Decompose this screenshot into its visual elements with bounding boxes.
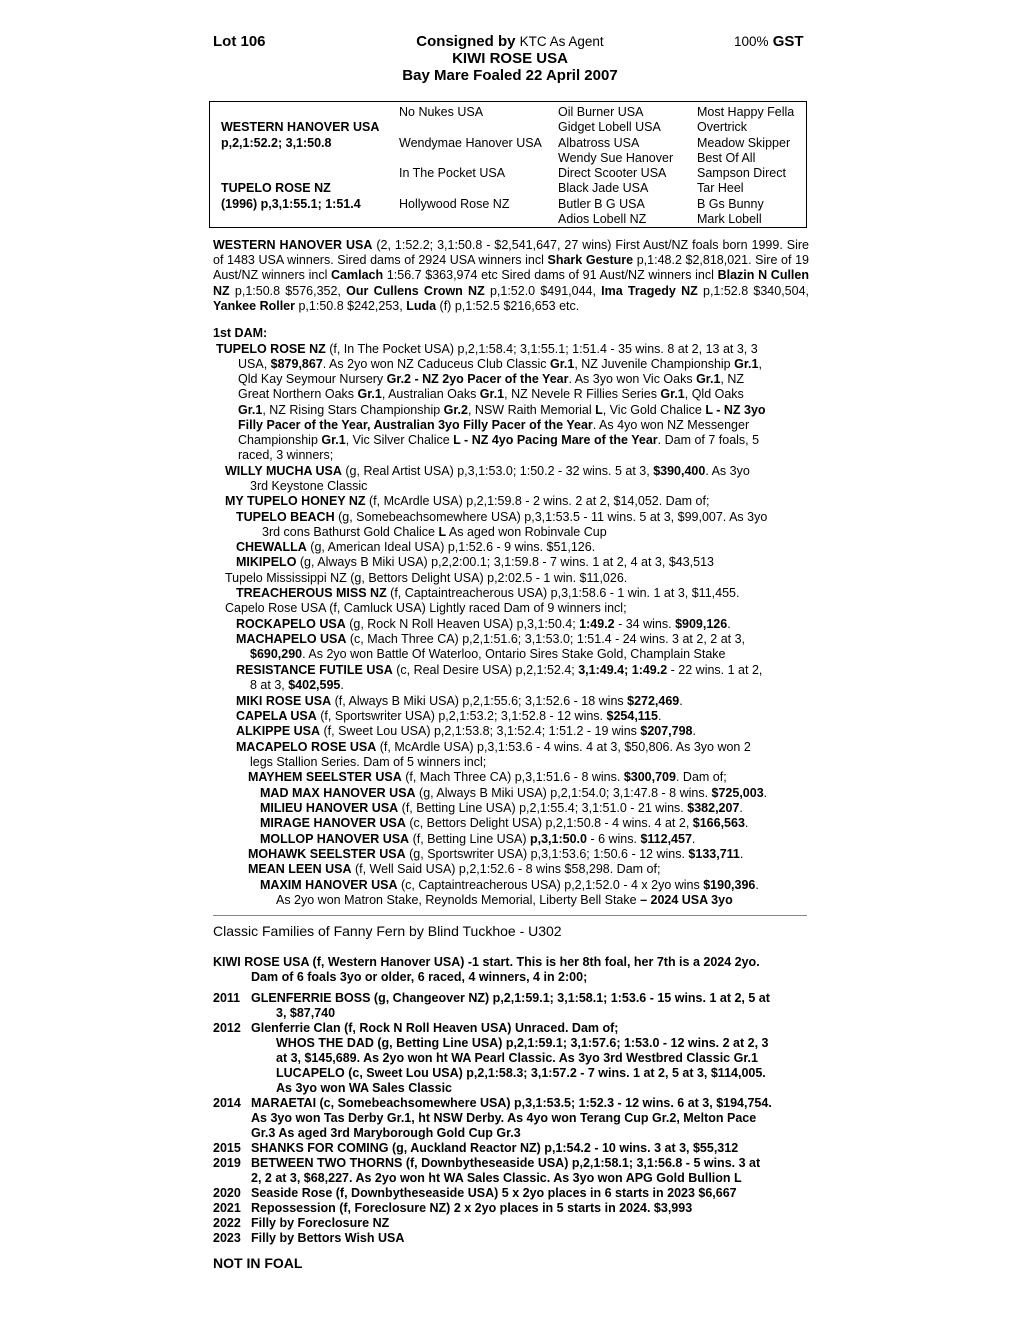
pedigree-gggs-7: B Gs Bunny <box>697 197 764 211</box>
mollop-line: MOLLOP HANOVER USA (f, Betting Line USA) p,3,1:50.0 - 6 wins. $112,457. <box>260 832 696 846</box>
section-divider <box>213 915 807 916</box>
consignor: KTC As Agent <box>519 34 604 49</box>
rockapelo-line: ROCKAPELO USA (g, Rock N Roll Heaven USA) p,3,1:50.4; 1:49.2 - 34 wins. $909,126. <box>236 617 731 631</box>
foal-year-2012: 2012 <box>213 1021 241 1035</box>
page-title <box>300 33 720 84</box>
kiwi-line-1: KIWI ROSE USA (f, Western Hanover USA) -1 start. This is her 8th foal, her 7th is a 2024 2yo. <box>213 955 760 969</box>
pedigree-gs-4: Hollywood Rose NZ <box>399 197 510 211</box>
pedigree-ggs-2: Gidget Lobell USA <box>558 120 661 134</box>
tupelo-line-1: TUPELO ROSE NZ (f, In The Pocket USA) p,2,1:58.4; 3,1:55.1; 1:51.4 - 35 wins. 8 at 2, 13 at 3, 3 <box>216 342 758 356</box>
pedigree-gggs-4: Best Of All <box>697 151 756 165</box>
gst-text: GST <box>772 33 804 50</box>
capelo-line: Capelo Rose USA (f, Camluck USA) Lightly raced Dam of 9 winners incl; <box>225 601 627 615</box>
foal-2014-line-3: Gr.3 As aged 3rd Maryborough Gold Cup Gr.3 <box>251 1126 521 1140</box>
mohawk-line: MOHAWK SEELSTER USA (g, Sportswriter USA) p,3,1:53.6; 1:50.6 - 12 wins. $133,711. <box>248 847 744 861</box>
foal-2020-line-1: Seaside Rose (f, Downbytheseaside USA) 5 x 2yo places in 6 starts in 2023 $6,667 <box>251 1186 737 1200</box>
pedigree-ggs-6: Black Jade USA <box>558 181 649 195</box>
honey-line: MY TUPELO HONEY NZ (f, McArdle USA) p,2,1:59.8 - 2 wins. 2 at 2, $14,052. Dam of; <box>225 494 710 508</box>
willy-line-1: WILLY MUCHA USA (g, Real Artist USA) p,3,1:53.0; 1:50.2 - 32 wins. 5 at 3, $390,400. As 3yo <box>225 464 750 478</box>
pedigree-ggs-3: Albatross USA <box>558 136 640 150</box>
foal-2011-line-1: GLENFERRIE BOSS (g, Changeover NZ) p,2,1:59.1; 3,1:58.1; 1:53.6 - 15 wins. 1 at 2, 5 at <box>251 991 770 1005</box>
pedigree-ggs-8: Adios Lobell NZ <box>558 212 647 226</box>
foal-2014-line-1: MARAETAI (c, Somebeachsomewhere USA) p,3,1:53.5; 1:52.3 - 12 wins. 6 at 3, $194,754. <box>251 1096 772 1110</box>
foal-2012-sub-4: As 3yo won WA Sales Classic <box>276 1081 452 1095</box>
mirage-line: MIRAGE HANOVER USA (c, Bettors Delight USA) p,2,1:50.8 - 4 wins. 4 at 2, $166,563. <box>260 816 749 830</box>
sire-paragraph: WESTERN HANOVER USA (2, 1:52.2; 3,1:50.8 - $2,541,647, 27 wins) First Aust/NZ foals born 1999. Sire of 1483 USA winners. Sired dams of 2924 USA winners incl Shark Gesture p,1:48.2 $2,818,021. Sire of 19 Aust/NZ winners incl Camlach 1:56.7 $363,974 etc Sired dams of 91 Aust/NZ winners incl Blazin N Cullen NZ p,1:50.8 $576,352, Our Cullens Crown NZ p,1:52.0 $491,044, Ima Tragedy NZ p,1:52.8 $340,504, Yankee Roller p,1:50.8 $242,253, Luda (f) p,1:52.5 $216,653 etc. <box>213 238 809 313</box>
alkippe-line: ALKIPPE USA (f, Sweet Lou USA) p,2,1:53.8; 3,1:52.4; 1:51.2 - 19 wins $207,798. <box>236 724 696 738</box>
pedigree-gggs-5: Sampson Direct <box>697 166 786 180</box>
pedigree-gggs-2: Overtrick <box>697 120 747 134</box>
gst-label <box>734 33 804 50</box>
pedigree-ggs-4: Wendy Sue Hanover <box>558 151 674 165</box>
pedigree-ggs-7: Butler B G USA <box>558 197 645 211</box>
mikipelo-line: MIKIPELO (g, Always B Miki USA) p,2,2:00.1; 3,1:59.8 - 7 wins. 1 at 2, 4 at 3, $43,513 <box>236 555 715 569</box>
pedigree-gggs-1: Most Happy Fella <box>697 105 795 119</box>
machapelo-line-2: $690,290. As 2yo won Battle Of Waterloo, Ontario Sires Stake Gold, Champlain Stake <box>250 647 726 661</box>
tupelo-line-7: Championship Gr.1, Vic Silver Chalice L - NZ 4yo Pacing Mare of the Year. Dam of 7 foals, 5 <box>238 433 760 447</box>
foal-2022-line-1: Filly by Foreclosure NZ <box>251 1216 390 1230</box>
foal-year-2014: 2014 <box>213 1096 241 1110</box>
foal-2012-sub-3: LUCAPELO (c, Sweet Lou USA) p,2,1:58.3; 3,1:57.2 - 7 wins. 1 at 2, 5 at 3, $114,005. <box>276 1066 766 1080</box>
pedigree-dam: TUPELO ROSE NZ <box>221 181 331 195</box>
foal-year-2020: 2020 <box>213 1186 241 1200</box>
foal-year-2023: 2023 <box>213 1231 241 1245</box>
foal-year-2011: 2011 <box>213 991 241 1005</box>
maxim-line-1: MAXIM HANOVER USA (c, Captaintreacherous USA) p,2,1:52.0 - 4 x 2yo wins $190,396. <box>260 878 759 892</box>
beach-line-2: 3rd cons Bathurst Gold Chalice L As aged won Robinvale Cup <box>262 525 607 539</box>
dam-heading: 1st DAM: <box>213 326 268 340</box>
foal-2019-line-2: 2, 2 at 3, $68,227. As 2yo won ht WA Sales Classic. As 3yo won APG Gold Bullion L <box>251 1171 742 1185</box>
macapelo-line-2: legs Stallion Series. Dam of 5 winners incl; <box>250 755 487 769</box>
sire-name: WESTERN HANOVER USA <box>213 238 373 252</box>
foal-2015-line-1: SHANKS FOR COMING (g, Auckland Reactor NZ) p,1:54.2 - 10 wins. 3 at 3, $55,312 <box>251 1141 739 1155</box>
family-heading: Classic Families of Fanny Fern by Blind Tuckhoe - U302 <box>213 923 562 939</box>
pedigree-gs-2: Wendymae Hanover USA <box>399 136 542 150</box>
meanleen-line: MEAN LEEN USA (f, Well Said USA) p,2,1:52.6 - 8 wins $58,298. Dam of; <box>248 862 661 876</box>
mikirose-line: MIKI ROSE USA (f, Always B Miki USA) p,2,1:55.6; 3,1:52.6 - 18 wins $272,469. <box>236 694 683 708</box>
gst-percent: 100% <box>734 34 769 49</box>
kiwi-line-2: Dam of 6 foals 3yo or older, 6 raced, 4 winners, 4 in 2:00; <box>251 970 588 984</box>
pedigree-sire: WESTERN HANOVER USA <box>221 120 380 134</box>
horse-subtitle: Bay Mare Foaled 22 April 2007 <box>402 67 618 84</box>
tupelo-line-8: raced, 3 winners; <box>238 448 334 462</box>
maxim-line-2: As 2yo won Matron Stake, Reynolds Memorial, Liberty Bell Stake – 2024 USA 3yo <box>276 893 733 907</box>
chewalla-line: CHEWALLA (g, American Ideal USA) p,1:52.6 - 9 wins. $51,126. <box>236 540 596 554</box>
foal-2012-sub-2: at 3, $145,689. As 2yo won ht WA Pearl Classic. As 3yo 3rd Westbred Classic Gr.1 <box>276 1051 758 1065</box>
foal-year-2015: 2015 <box>213 1141 241 1155</box>
willy-line-2: 3rd Keystone Classic <box>250 479 368 493</box>
pedigree-gs-1: No Nukes USA <box>399 105 484 119</box>
foal-2014-line-2: As 3yo won Tas Derby Gr.1, ht NSW Derby. As 4yo won Terang Cup Gr.2, Melton Pace <box>251 1111 757 1125</box>
pedigree-gggs-3: Meadow Skipper <box>697 136 791 150</box>
mississippi-line: Tupelo Mississippi NZ (g, Bettors Delight USA) p,2:02.5 - 1 win. $11,026. <box>225 571 628 585</box>
pedigree-gggs-8: Mark Lobell <box>697 212 762 226</box>
capela-line: CAPELA USA (f, Sportswriter USA) p,2,1:53.2; 3,1:52.8 - 12 wins. $254,115. <box>236 709 662 723</box>
madmax-line: MAD MAX HANOVER USA (g, Always B Miki USA) p,2,1:54.0; 3,1:47.8 - 8 wins. $725,003. <box>260 786 768 800</box>
consigned-label: Consigned by <box>416 33 516 50</box>
pedigree-ggs-1: Oil Burner USA <box>558 105 644 119</box>
pedigree-ggs-5: Direct Scooter USA <box>558 166 667 180</box>
milieu-line: MILIEU HANOVER USA (f, Betting Line USA) p,2,1:55.4; 3,1:51.0 - 21 wins. $382,207. <box>260 801 743 815</box>
pedigree-gggs-6: Tar Heel <box>697 181 744 195</box>
foal-2012-sub-1: WHOS THE DAD (g, Betting Line USA) p,2,1:59.1; 3,1:57.6; 1:53.0 - 12 wins. 2 at 2, 3 <box>276 1036 769 1050</box>
treacherous-line: TREACHEROUS MISS NZ (f, Captaintreacherous USA) p,3,1:58.6 - 1 win. 1 at 3, $11,455. <box>236 586 740 600</box>
lot-number: Lot 106 <box>213 33 266 50</box>
resistance-line-2: 8 at 3, $402,595. <box>250 678 344 692</box>
tupelo-line-4: Great Northern Oaks Gr.1, Australian Oaks Gr.1, NZ Nevele R Fillies Series Gr.1, Qld Oaks <box>238 387 744 401</box>
pedigree-gs-3: In The Pocket USA <box>399 166 506 180</box>
horse-name: KIWI ROSE USA <box>452 50 568 67</box>
pedigree-sire-record: p,2,1:52.2; 3,1:50.8 <box>221 136 332 150</box>
foal-status: NOT IN FOAL <box>213 1255 303 1271</box>
beach-line-1: TUPELO BEACH (g, Somebeachsomewhere USA) p,3,1:53.5 - 11 wins. 5 at 3, $99,007. As 3yo <box>236 510 768 524</box>
foal-2019-line-1: BETWEEN TWO THORNS (f, Downbytheseaside USA) p,2,1:58.1; 3,1:56.8 - 5 wins. 3 at <box>251 1156 761 1170</box>
foal-2011-line-2: 3, $87,740 <box>276 1006 336 1020</box>
mayhem-line: MAYHEM SEELSTER USA (f, Mach Three CA) p,3,1:51.6 - 8 wins. $300,709. Dam of; <box>248 770 727 784</box>
tupelo-line-5: Gr.1, NZ Rising Stars Championship Gr.2, NSW Raith Memorial L, Vic Gold Chalice L - NZ 3yo <box>238 403 766 417</box>
tupelo-line-3: Qld Kay Seymour Nursery Gr.2 - NZ 2yo Pacer of the Year. As 3yo won Vic Oaks Gr.1, NZ <box>238 372 745 386</box>
macapelo-line-1: MACAPELO ROSE USA (f, McArdle USA) p,3,1:53.6 - 4 wins. 4 at 3, $50,806. As 3yo won 2 <box>236 740 751 754</box>
foal-year-2021: 2021 <box>213 1201 241 1215</box>
resistance-line-1: RESISTANCE FUTILE USA (c, Real Desire USA) p,2,1:52.4; 3,1:49.4; 1:49.2 - 22 wins. 1 at 2, <box>236 663 763 677</box>
foal-2023-line-1: Filly by Bettors Wish USA <box>251 1231 405 1245</box>
tupelo-line-2: USA, $879,867. As 2yo won NZ Caduceus Club Classic Gr.1, NZ Juvenile Championship Gr.1, <box>238 357 762 371</box>
foal-2012-line-1: Glenferrie Clan (f, Rock N Roll Heaven USA) Unraced. Dam of; <box>251 1021 619 1035</box>
foal-2021-line-1: Repossession (f, Foreclosure NZ) 2 x 2yo places in 5 starts in 2024. $3,993 <box>251 1201 693 1215</box>
foal-year-2022: 2022 <box>213 1216 241 1230</box>
machapelo-line-1: MACHAPELO USA (c, Mach Three CA) p,2,1:51.6; 3,1:53.0; 1:51.4 - 24 wins. 3 at 2, 2 at 3, <box>236 632 746 646</box>
pedigree-table <box>209 101 807 228</box>
pedigree-dam-record: (1996) p,3,1:55.1; 1:51.4 <box>221 197 361 211</box>
tupelo-line-6: Filly Pacer of the Year, Australian 3yo Filly Pacer of the Year. As 4yo won NZ Messenger <box>238 418 750 432</box>
foal-year-2019: 2019 <box>213 1156 241 1170</box>
